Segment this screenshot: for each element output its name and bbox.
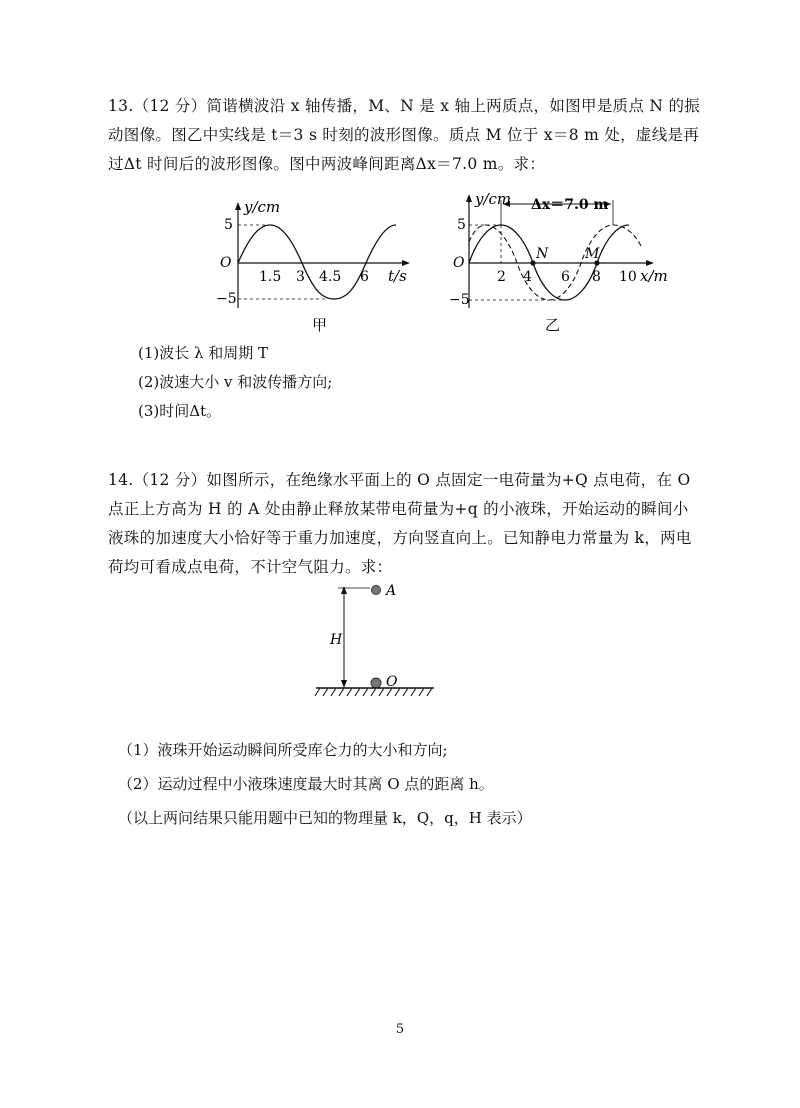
- q13-sub-2: (2)波速大小 v 和波传播方向;: [138, 373, 333, 391]
- jia-y-bottom: −5: [216, 291, 237, 307]
- figure-yi-waveform-graph: [445, 190, 690, 338]
- yi-label-m: M: [585, 246, 600, 262]
- q13-sub-3: (3)时间Δt。: [138, 402, 222, 420]
- figure-charge-diagram: [312, 576, 442, 706]
- question-14-text: 14.（12 分）如图所示，在绝缘水平面上的 O 点固定一电荷量为+Q 点电荷，在 O 点正上方高为 H 的 A 处由静止释放某带电荷量为+q 的小液珠，开始运动的瞬间小液珠的加速度大小恰好等于重力加速度，方向竖直向上。已知静电力常量为 k，两电荷均可看成点电荷，不计空气阻力。求：: [108, 471, 692, 576]
- jia-tick-4-5: 4.5: [319, 269, 342, 285]
- charge-o: [371, 678, 381, 688]
- yi-caption: 乙: [545, 316, 561, 334]
- jia-origin: O: [220, 255, 232, 271]
- yi-tick-10: 10: [619, 269, 637, 285]
- jia-tick-1-5: 1.5: [259, 269, 282, 285]
- yi-tick-6: 6: [561, 269, 570, 285]
- figure-jia-vibration-graph: [200, 198, 420, 338]
- label-o: O: [386, 674, 398, 690]
- yi-label-n: N: [536, 246, 549, 262]
- q14-sub-2: （2）运动过程中小液珠速度最大时其离 O 点的距离 h。: [118, 775, 494, 793]
- jia-y-label: y/cm: [244, 198, 281, 216]
- yi-origin: O: [453, 255, 465, 271]
- yi-y-bottom: −5: [449, 292, 470, 308]
- jia-tick-3: 3: [296, 269, 305, 285]
- yi-x-label: x/m: [640, 267, 668, 285]
- label-h: H: [330, 632, 343, 648]
- yi-tick-2: 2: [497, 269, 506, 285]
- yi-tick-8: 8: [592, 269, 601, 285]
- label-a: A: [386, 583, 397, 599]
- page-number: 5: [395, 1022, 405, 1037]
- jia-x-label: t/s: [388, 267, 407, 285]
- liquid-drop-a: [372, 586, 381, 595]
- yi-y-label: y/cm: [475, 190, 512, 208]
- yi-y-top: 5: [457, 217, 466, 233]
- point-n: [530, 260, 535, 265]
- jia-tick-6: 6: [360, 269, 369, 285]
- q14-note: （以上两问结果只能用题中已知的物理量 k，Q，q，H 表示）: [118, 809, 532, 827]
- jia-y-top: 5: [224, 217, 233, 233]
- question-13-text: 13.（12 分）简谐横波沿 x 轴传播，M、N 是 x 轴上两质点，如图甲是质点 N 的振动图像。图乙中实线是 t＝3 s 时刻的波形图像。质点 M 位于 x＝8 m 处，虚线是再过Δt 时间后的波形图像。图中两波峰间距离Δx＝7.0 m。求：: [108, 97, 701, 173]
- jia-caption: 甲: [312, 316, 328, 334]
- yi-tick-4: 4: [523, 269, 532, 285]
- q13-sub-1: (1)波长 λ 和周期 T: [138, 344, 269, 362]
- yi-dx-label: Δx＝7.0 m: [531, 197, 609, 213]
- q14-sub-1: （1）液珠开始运动瞬间所受库仑力的大小和方向;: [118, 741, 448, 759]
